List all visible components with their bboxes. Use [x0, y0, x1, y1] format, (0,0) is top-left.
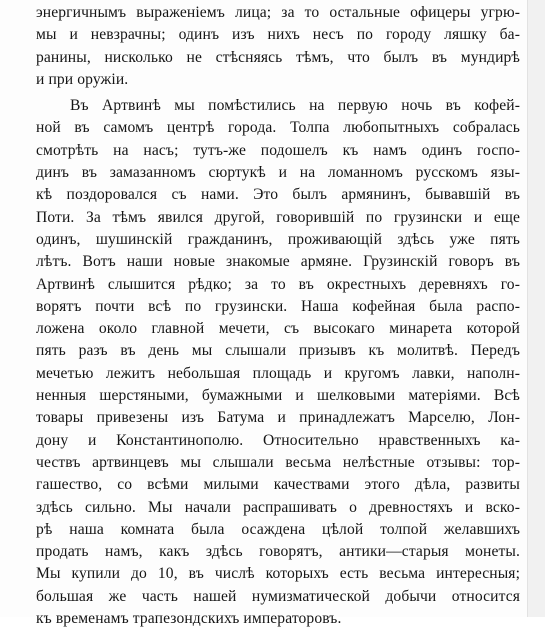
text-line: мечетью лежитъ небольшая площадь и кругомъ лавки, наполн- [36, 364, 520, 382]
text-line: Мы купили до 10, въ числѣ которыхъ есть весьма интересныя; [36, 565, 520, 583]
text-line: и при оружіи. [36, 70, 129, 88]
text-line: ненныя шерстяными, бумажными и шелковыми матеріями. Всѣ [36, 387, 520, 405]
text-line: ной въ самомъ центрѣ города. Толпа любопытныхъ собралась [36, 119, 520, 137]
text-line: лѣтъ. Вотъ наши новые знакомые армяне. Грузинскій говоръ въ [36, 253, 520, 271]
text-line: ложена около главной мечети, съ высокаго минарета которой [36, 320, 520, 338]
text-line: ворятъ почти всѣ по грузински. Наша кофейная была распо- [36, 297, 520, 315]
text-line: дону и Константинополю. Относительно нравственныхъ ка- [36, 431, 520, 449]
text-line: Поти. За тѣмъ явился другой, говорившій по грузински и еще [36, 208, 520, 226]
text-line: гашество, со всѣми милыми качествами этого дѣла, развиты [36, 476, 520, 494]
text-line: большая же часть нашей нумизматической добычи относится [36, 587, 520, 605]
text-line: смотрѣть на насъ; тутъ-же подошелъ къ намъ одинъ госпо- [36, 141, 520, 159]
text-line: чествъ артвинцевъ мы слышали весьма нелѣстные отзывы: тор- [36, 453, 520, 471]
text-line: динъ въ замазанномъ сюртукѣ и на ломанномъ русскомъ язы- [36, 164, 520, 182]
text-line: къ временамъ трапезондскихъ императоровъ. [36, 610, 342, 628]
text-line: здѣсь сильно. Мы начали распрашивать о древностяхъ и вско- [36, 498, 520, 516]
page-text [36, 0, 520, 630]
text-line: энергичнымъ выраженіемъ лица; за то остальные офицеры угрю- [36, 4, 520, 21]
page-edge [527, 0, 545, 617]
text-line: товары привезены изъ Батума и принадлежатъ Марселю, Лон- [36, 409, 520, 427]
text-line: одинъ, шушинскій гражданинъ, проживающій здѣсь уже пять [36, 230, 520, 248]
text-line: рѣ наша комната была осаждена цѣлой толпой желавшихъ [36, 520, 520, 538]
text-line: продать намъ, какъ здѣсь говорятъ, антики—старыя монеты. [36, 543, 520, 561]
text-line: кѣ поздоровался съ нами. Это былъ армянинъ, бывавшій въ [36, 186, 520, 204]
text-line: пять разъ въ день мы слышали призывъ къ молитвѣ. Передъ [36, 342, 520, 360]
text-line: Артвинѣ слышится рѣдко; за то въ окрестныхъ деревняхъ го- [36, 275, 520, 293]
text-line: ранины, нисколько не стѣсняясь тѣмъ, что былъ въ мундирѣ [36, 48, 520, 66]
text-line: мы и невзрачны; одинъ изъ нихъ несъ по городу ляшку ба- [36, 26, 520, 44]
text-line: Въ Артвинѣ мы помѣстились на первую ночь въ кофей- [70, 97, 520, 115]
